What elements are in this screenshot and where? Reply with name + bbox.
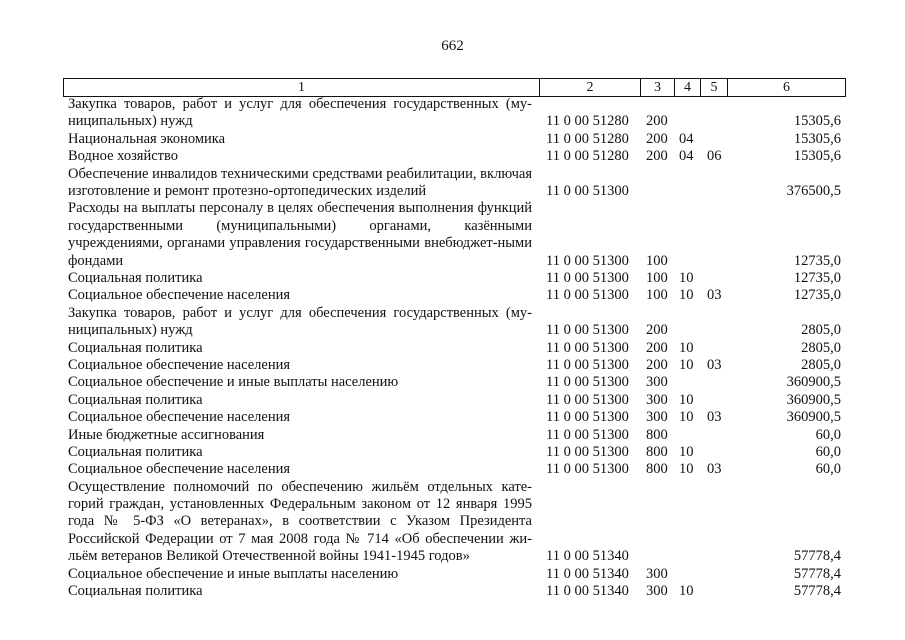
table-row: [0, 270, 905, 287]
row-code: 11 0 00 51300: [546, 182, 629, 199]
row-amount: 12735,0: [793, 269, 841, 286]
table-row: [0, 409, 905, 426]
column-header-2: 2: [540, 79, 641, 97]
row-code: 11 0 00 51300: [546, 322, 629, 339]
page-number: 662: [441, 38, 464, 54]
row-col3: 200: [646, 356, 668, 373]
row-values: [0, 131, 905, 148]
row-amount: 57778,4: [793, 565, 841, 582]
row-description: Социальное обеспечение и иные выплаты населению: [68, 565, 399, 582]
column-header-1: 1: [64, 79, 540, 97]
row-col5: 06: [707, 148, 722, 165]
row-col3: 200: [646, 113, 668, 130]
row-code: 11 0 00 51300: [546, 374, 629, 391]
row-description: Социальная политика: [68, 583, 203, 600]
row-description: Социальная политика: [68, 269, 203, 286]
row-description: Социальное обеспечение населения: [68, 356, 291, 373]
row-amount: 15305,6: [793, 113, 841, 130]
row-values: [0, 183, 905, 200]
row-description: Национальная экономика: [68, 130, 226, 147]
row-description: Социальное обеспечение населения: [68, 409, 291, 426]
column-header-table: [63, 78, 846, 97]
row-code: 11 0 00 51300: [546, 443, 629, 460]
row-col4: 04: [679, 130, 694, 147]
row-description: Социальное обеспечение и иные выплаты населению: [68, 374, 399, 391]
column-header-4: 4: [675, 79, 701, 97]
row-col3: 800: [646, 461, 668, 478]
row-code: 11 0 00 51300: [546, 356, 629, 373]
row-col4: 10: [679, 443, 694, 460]
row-code: 11 0 00 51300: [546, 409, 629, 426]
row-description: Обеспечение инвалидов техническими средствами реабилитации, включая изготовление и ремонт протезно-ортопедических изделий: [68, 165, 532, 199]
table-row: [0, 96, 905, 131]
row-amount: 15305,6: [793, 148, 841, 165]
row-amount: 12735,0: [793, 287, 841, 304]
row-amount: 60,0: [815, 426, 841, 443]
row-amount: 60,0: [815, 443, 841, 460]
row-amount: 60,0: [815, 461, 841, 478]
row-col4: 10: [679, 461, 694, 478]
row-code: 11 0 00 51340: [546, 583, 629, 600]
row-values: [0, 548, 905, 565]
table-row: [0, 166, 905, 201]
column-header-5: 5: [701, 79, 728, 97]
table-row: [0, 340, 905, 357]
row-amount: 2805,0: [801, 356, 841, 373]
row-description: Расходы на выплаты персоналу в целях обеспечения выполнения функций государственными (муниципальными) органами, казёнными учреждениями, органами управления государственными внебюджет-ными фондами: [68, 200, 532, 269]
row-description: Осуществление полномочий по обеспечению жильём отдельных кате-горий граждан, установленных Федеральным законом от 12 января 1995 года № 5-ФЗ «О ветеранах», в соответствии с Указом Президента Российской Федерации от 7 мая 2008 года № 714 «Об обеспечении жи-льём ветеранов Великой Отечественной войны 1941-1945 годов»: [68, 478, 532, 565]
row-code: 11 0 00 51280: [546, 130, 629, 147]
row-values: [0, 113, 905, 130]
row-description: Социальная политика: [68, 391, 203, 408]
table-row: [0, 461, 905, 478]
row-amount: 57778,4: [793, 548, 841, 565]
row-values: [0, 287, 905, 304]
table-row: [0, 148, 905, 165]
row-col3: 800: [646, 443, 668, 460]
row-col4: 10: [679, 583, 694, 600]
row-code: 11 0 00 51280: [546, 113, 629, 130]
row-col5: 03: [707, 356, 722, 373]
row-amount: 57778,4: [793, 583, 841, 600]
row-amount: 12735,0: [793, 252, 841, 269]
row-col4: 10: [679, 287, 694, 304]
table-row: [0, 374, 905, 391]
budget-rows: [0, 96, 905, 600]
row-col3: 100: [646, 269, 668, 286]
table-row: [0, 287, 905, 304]
row-description: Иные бюджетные ассигнования: [68, 426, 265, 443]
row-amount: 360900,5: [786, 409, 841, 426]
row-code: 11 0 00 51340: [546, 565, 629, 582]
row-code: 11 0 00 51340: [546, 548, 629, 565]
table-row: [0, 357, 905, 374]
row-description: Социальное обеспечение населения: [68, 461, 291, 478]
row-values: [0, 583, 905, 600]
row-code: 11 0 00 51300: [546, 339, 629, 356]
row-col4: 04: [679, 148, 694, 165]
column-header-3: 3: [641, 79, 675, 97]
row-description: Социальная политика: [68, 443, 203, 460]
row-col3: 300: [646, 409, 668, 426]
row-values: [0, 427, 905, 444]
row-col3: 300: [646, 391, 668, 408]
row-col4: 10: [679, 409, 694, 426]
row-values: [0, 374, 905, 391]
row-col3: 300: [646, 565, 668, 582]
row-amount: 2805,0: [801, 322, 841, 339]
table-row: [0, 392, 905, 409]
table-row: [0, 566, 905, 583]
row-code: 11 0 00 51300: [546, 269, 629, 286]
row-col4: 10: [679, 391, 694, 408]
row-col5: 03: [707, 287, 722, 304]
row-code: 11 0 00 51300: [546, 461, 629, 478]
row-amount: 360900,5: [786, 391, 841, 408]
table-row: [0, 427, 905, 444]
row-values: [0, 253, 905, 270]
row-values: [0, 461, 905, 478]
row-code: 11 0 00 51280: [546, 148, 629, 165]
row-description: Водное хозяйство: [68, 148, 179, 165]
row-col3: 200: [646, 339, 668, 356]
row-values: [0, 357, 905, 374]
row-values: [0, 566, 905, 583]
row-col3: 100: [646, 252, 668, 269]
row-amount: 376500,5: [786, 182, 841, 199]
row-values: [0, 322, 905, 339]
row-amount: 360900,5: [786, 374, 841, 391]
row-col4: 10: [679, 356, 694, 373]
row-col4: 10: [679, 339, 694, 356]
table-row: [0, 479, 905, 566]
row-values: [0, 148, 905, 165]
row-col3: 800: [646, 426, 668, 443]
row-col3: 300: [646, 583, 668, 600]
row-col3: 200: [646, 148, 668, 165]
row-code: 11 0 00 51300: [546, 287, 629, 304]
row-code: 11 0 00 51300: [546, 391, 629, 408]
row-description: Закупка товаров, работ и услуг для обеспечения государственных (му-ниципальных) нужд: [68, 304, 532, 339]
row-amount: 15305,6: [793, 130, 841, 147]
table-row: [0, 583, 905, 600]
row-code: 11 0 00 51300: [546, 426, 629, 443]
table-row: [0, 131, 905, 148]
row-col3: 300: [646, 374, 668, 391]
row-col3: 100: [646, 287, 668, 304]
table-row: [0, 200, 905, 270]
row-description: Социальная политика: [68, 339, 203, 356]
row-col5: 03: [707, 461, 722, 478]
row-description: Социальное обеспечение населения: [68, 287, 291, 304]
row-code: 11 0 00 51300: [546, 252, 629, 269]
row-col5: 03: [707, 409, 722, 426]
row-values: [0, 392, 905, 409]
row-col3: 200: [646, 322, 668, 339]
row-col4: 10: [679, 269, 694, 286]
row-col3: 200: [646, 130, 668, 147]
table-row: [0, 444, 905, 461]
row-values: [0, 340, 905, 357]
row-values: [0, 270, 905, 287]
row-description: Закупка товаров, работ и услуг для обеспечения государственных (му-ниципальных) нужд: [68, 96, 532, 130]
row-values: [0, 444, 905, 461]
row-values: [0, 409, 905, 426]
table-row: [0, 305, 905, 340]
column-header-6: 6: [728, 79, 846, 97]
row-amount: 2805,0: [801, 339, 841, 356]
